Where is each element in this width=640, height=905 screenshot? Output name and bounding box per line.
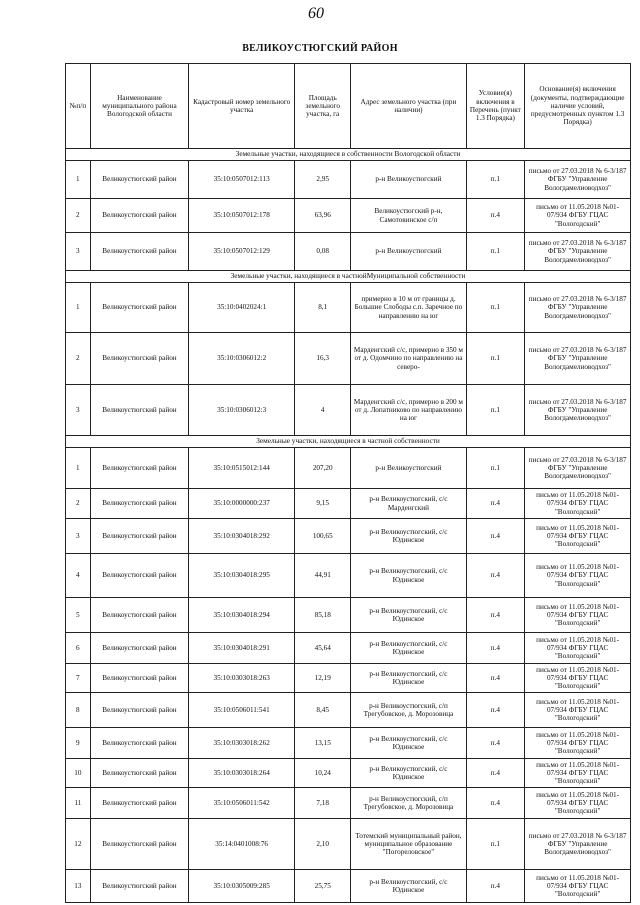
cadastral-cell: 35:10:0304018:291 <box>189 633 295 664</box>
table-row <box>66 161 631 199</box>
cadastral-cell: 35:10:0303018:264 <box>189 759 295 788</box>
basis-cell: письмо от 11.05.2018 №01-07/934 ФГБУ ГЦАС "Вологодский" <box>525 598 631 633</box>
condition-cell: п.1 <box>466 448 525 489</box>
address-cell: Великоустюгский р-н, Самотовинское с/п <box>351 199 466 233</box>
page-number: 60 <box>308 5 324 22</box>
area-cell: 25,75 <box>295 870 351 903</box>
table-row <box>66 333 631 385</box>
header-basis: Основание(я) включения (документы, подтверждающие наличие условий, предусмотренных пунктом 1.3 Порядка) <box>525 64 631 149</box>
area-cell: 10,24 <box>295 759 351 788</box>
table-row <box>66 519 631 554</box>
table-row <box>66 633 631 664</box>
condition-cell: п.4 <box>466 693 525 728</box>
section-header-row <box>66 271 631 283</box>
cadastral-cell: 35:10:0402024:1 <box>189 283 295 333</box>
table-row <box>66 385 631 436</box>
cadastral-cell: 35:10:0306012:3 <box>189 385 295 436</box>
row-number: 13 <box>66 870 91 903</box>
section-title: Земельные участки, находящиеся в частной собственности <box>66 436 631 448</box>
row-number: 1 <box>66 161 91 199</box>
section-title: Земельные участки, находящиеся в собственности Вологодской области <box>66 149 631 161</box>
address-cell: р-н Великоустюгский <box>351 161 466 199</box>
cadastral-cell: 35:10:0506011:541 <box>189 693 295 728</box>
area-cell: 44,91 <box>295 554 351 598</box>
table-row <box>66 283 631 333</box>
row-number: 1 <box>66 283 91 333</box>
district-cell: Великоустюгский район <box>90 693 189 728</box>
section-title: Земельные участки, находящиеся в частнойМуниципальной собственности <box>66 271 631 283</box>
district-cell: Великоустюгский район <box>90 633 189 664</box>
area-cell: 0,08 <box>295 233 351 271</box>
cadastral-cell: 35:14:0401008:76 <box>189 819 295 870</box>
district-cell: Великоустюгский район <box>90 788 189 819</box>
table-row <box>66 664 631 693</box>
district-cell: Великоустюгский район <box>90 870 189 903</box>
row-number: 4 <box>66 554 91 598</box>
basis-cell: письмо от 11.05.2018 №01-07/934 ФГБУ ГЦАС "Вологодский" <box>525 489 631 519</box>
basis-cell: письмо от 27.03.2018 № 6-3/187 ФГБУ "Управление Вологдамелиоводхоз" <box>525 819 631 870</box>
condition-cell: п.4 <box>466 788 525 819</box>
section-header-row <box>66 436 631 448</box>
basis-cell: письмо от 27.03.2018 № 6-3/187 ФГБУ "Управление Вологдамелиоводхоз" <box>525 233 631 271</box>
address-cell: р-н Великоустюгский <box>351 448 466 489</box>
header-number: №п/п <box>66 64 91 149</box>
table-row <box>66 448 631 489</box>
row-number: 9 <box>66 728 91 759</box>
basis-cell: письмо от 27.03.2018 № 6-3/187 ФГБУ "Управление Вологдамелиоводхоз" <box>525 385 631 436</box>
district-cell: Великоустюгский район <box>90 333 189 385</box>
page-title: ВЕЛИКОУСТЮГСКИЙ РАЙОН <box>242 43 398 54</box>
address-cell: Марденгский с/с, примерно в 350 м от д. Одомчино по направлению на северо- <box>351 333 466 385</box>
condition-cell: п.1 <box>466 819 525 870</box>
district-cell: Великоустюгский район <box>90 728 189 759</box>
table-row <box>66 554 631 598</box>
row-number: 2 <box>66 333 91 385</box>
condition-cell: п.4 <box>466 664 525 693</box>
cadastral-cell: 35:10:0515012:144 <box>189 448 295 489</box>
cadastral-cell: 35:10:0303018:263 <box>189 664 295 693</box>
area-cell: 2,10 <box>295 819 351 870</box>
row-number: 2 <box>66 489 91 519</box>
cadastral-cell: 35:10:0000000:237 <box>189 489 295 519</box>
area-cell: 4 <box>295 385 351 436</box>
basis-cell: письмо от 27.03.2018 № 6-3/187 ФГБУ "Управление Вологдамелиоводхоз" <box>525 161 631 199</box>
table-body <box>66 149 631 903</box>
condition-cell: п.4 <box>466 759 525 788</box>
header-condition: Условие(я) включения в Перечень (пункт 1.3 Порядка) <box>466 64 525 149</box>
address-cell: р-н Великоустюгский, с/п Трегубовское, д. Морозовица <box>351 788 466 819</box>
district-cell: Великоустюгский район <box>90 759 189 788</box>
condition-cell: п.1 <box>466 283 525 333</box>
row-number: 10 <box>66 759 91 788</box>
district-cell: Великоустюгский район <box>90 199 189 233</box>
row-number: 3 <box>66 233 91 271</box>
condition-cell: п.1 <box>466 385 525 436</box>
table-row <box>66 693 631 728</box>
area-cell: 9,15 <box>295 489 351 519</box>
condition-cell: п.4 <box>466 519 525 554</box>
header-address: Адрес земельного участка (при наличии) <box>351 64 466 149</box>
cadastral-cell: 35:10:0305009:285 <box>189 870 295 903</box>
condition-cell: п.4 <box>466 728 525 759</box>
district-cell: Великоустюгский район <box>90 598 189 633</box>
basis-cell: письмо от 11.05.2018 №01-07/934 ФГБУ ГЦАС "Вологодский" <box>525 759 631 788</box>
header-cadastral: Кадастровый номер земельного участка <box>189 64 295 149</box>
condition-cell: п.4 <box>466 489 525 519</box>
header-area: Площадь земельного участка, га <box>295 64 351 149</box>
row-number: 6 <box>66 633 91 664</box>
row-number: 7 <box>66 664 91 693</box>
basis-cell: письмо от 11.05.2018 №01-07/934 ФГБУ ГЦАС "Вологодский" <box>525 554 631 598</box>
basis-cell: письмо от 27.03.2018 № 6-3/187 ФГБУ "Управление Вологдамелиоводхоз" <box>525 333 631 385</box>
condition-cell: п.1 <box>466 161 525 199</box>
area-cell: 8,1 <box>295 283 351 333</box>
cadastral-cell: 35:10:0304018:292 <box>189 519 295 554</box>
address-cell: р-н Великоустюгский, с/с Юдинское <box>351 664 466 693</box>
cadastral-cell: 35:10:0304018:294 <box>189 598 295 633</box>
district-cell: Великоустюгский район <box>90 283 189 333</box>
district-cell: Великоустюгский район <box>90 554 189 598</box>
table-row <box>66 728 631 759</box>
district-cell: Великоустюгский район <box>90 385 189 436</box>
header-district: Наименование муниципального района Вологодской области <box>90 64 189 149</box>
basis-cell: письмо от 11.05.2018 №01-07/934 ФГБУ ГЦАС "Вологодский" <box>525 199 631 233</box>
basis-cell: письмо от 11.05.2018 №01-07/934 ФГБУ ГЦАС "Вологодский" <box>525 693 631 728</box>
cadastral-cell: 35:10:0304018:295 <box>189 554 295 598</box>
area-cell: 2,95 <box>295 161 351 199</box>
basis-cell: письмо от 27.03.2018 № 6-3/187 ФГБУ "Управление Вологдамелиоводхоз" <box>525 448 631 489</box>
district-cell: Великоустюгский район <box>90 664 189 693</box>
land-plots-table <box>65 63 631 903</box>
cadastral-cell: 35:10:0306012:2 <box>189 333 295 385</box>
table-row <box>66 489 631 519</box>
cadastral-cell: 35:10:0303018:262 <box>189 728 295 759</box>
table-row <box>66 788 631 819</box>
address-cell: р-н Великоустюгский, с/с Юдинское <box>351 633 466 664</box>
area-cell: 8,45 <box>295 693 351 728</box>
table-row <box>66 759 631 788</box>
table-row <box>66 199 631 233</box>
area-cell: 63,96 <box>295 199 351 233</box>
address-cell: р-н Великоустюгский, с/с Юдинское <box>351 759 466 788</box>
table-row <box>66 870 631 903</box>
district-cell: Великоустюгский район <box>90 233 189 271</box>
district-cell: Великоустюгский район <box>90 519 189 554</box>
condition-cell: п.4 <box>466 598 525 633</box>
address-cell: р-н Великоустюгский, с/с Юдинское <box>351 598 466 633</box>
table-row <box>66 233 631 271</box>
basis-cell: письмо от 11.05.2018 №01-07/934 ФГБУ ГЦАС "Вологодский" <box>525 633 631 664</box>
district-cell: Великоустюгский район <box>90 819 189 870</box>
area-cell: 16,3 <box>295 333 351 385</box>
address-cell: р-н Великоустюгский <box>351 233 466 271</box>
table-row <box>66 598 631 633</box>
area-cell: 13,15 <box>295 728 351 759</box>
area-cell: 85,18 <box>295 598 351 633</box>
address-cell: р-н Великоустюгский, с/с Юдинское <box>351 728 466 759</box>
area-cell: 12,19 <box>295 664 351 693</box>
basis-cell: письмо от 11.05.2018 №01-07/934 ФГБУ ГЦАС "Вологодский" <box>525 870 631 903</box>
area-cell: 100,65 <box>295 519 351 554</box>
area-cell: 45,64 <box>295 633 351 664</box>
basis-cell: письмо от 11.05.2018 №01-07/934 ФГБУ ГЦАС "Вологодский" <box>525 788 631 819</box>
row-number: 3 <box>66 519 91 554</box>
district-cell: Великоустюгский район <box>90 489 189 519</box>
cadastral-cell: 35:10:0507012:178 <box>189 199 295 233</box>
table-row <box>66 819 631 870</box>
address-cell: р-н Великоустюгский, с/с Юдинское <box>351 870 466 903</box>
condition-cell: п.1 <box>466 333 525 385</box>
table-header-row <box>66 64 631 149</box>
address-cell: р-н Великоустюгский, с/п Трегубовское, д. Морозовица <box>351 693 466 728</box>
condition-cell: п.4 <box>466 633 525 664</box>
condition-cell: п.1 <box>466 233 525 271</box>
area-cell: 7,18 <box>295 788 351 819</box>
condition-cell: п.4 <box>466 870 525 903</box>
cadastral-cell: 35:10:0507012:129 <box>189 233 295 271</box>
basis-cell: письмо от 11.05.2018 №01-07/934 ФГБУ ГЦАС "Вологодский" <box>525 664 631 693</box>
address-cell: р-н Великоустюгский, с/с Юдинское <box>351 554 466 598</box>
condition-cell: п.4 <box>466 199 525 233</box>
row-number: 3 <box>66 385 91 436</box>
row-number: 8 <box>66 693 91 728</box>
address-cell: примерно в 10 м от границы д. Большие Слободы с.п. Заречное по направлению на юг <box>351 283 466 333</box>
address-cell: Марденгский с/с, примерно в 200 м от д. Лопатниково по направлению на юг <box>351 385 466 436</box>
district-cell: Великоустюгский район <box>90 448 189 489</box>
basis-cell: письмо от 11.05.2018 №01-07/934 ФГБУ ГЦАС "Вологодский" <box>525 728 631 759</box>
row-number: 5 <box>66 598 91 633</box>
basis-cell: письмо от 27.03.2018 № 6-3/187 ФГБУ "Управление Вологдамелиоводхоз" <box>525 283 631 333</box>
cadastral-cell: 35:10:0507012:113 <box>189 161 295 199</box>
address-cell: р-н Великоустюгский, с/с Марденгский <box>351 489 466 519</box>
district-cell: Великоустюгский район <box>90 161 189 199</box>
address-cell: р-н Великоустюгский, с/с Юдинское <box>351 519 466 554</box>
address-cell: Тотемский муниципальный район, муниципальное образование "Погореловское" <box>351 819 466 870</box>
condition-cell: п.4 <box>466 554 525 598</box>
basis-cell: письмо от 11.05.2018 №01-07/934 ФГБУ ГЦАС "Вологодский" <box>525 519 631 554</box>
section-header-row <box>66 149 631 161</box>
cadastral-cell: 35:10:0506011:542 <box>189 788 295 819</box>
row-number: 2 <box>66 199 91 233</box>
row-number: 1 <box>66 448 91 489</box>
row-number: 12 <box>66 819 91 870</box>
row-number: 11 <box>66 788 91 819</box>
area-cell: 207,20 <box>295 448 351 489</box>
